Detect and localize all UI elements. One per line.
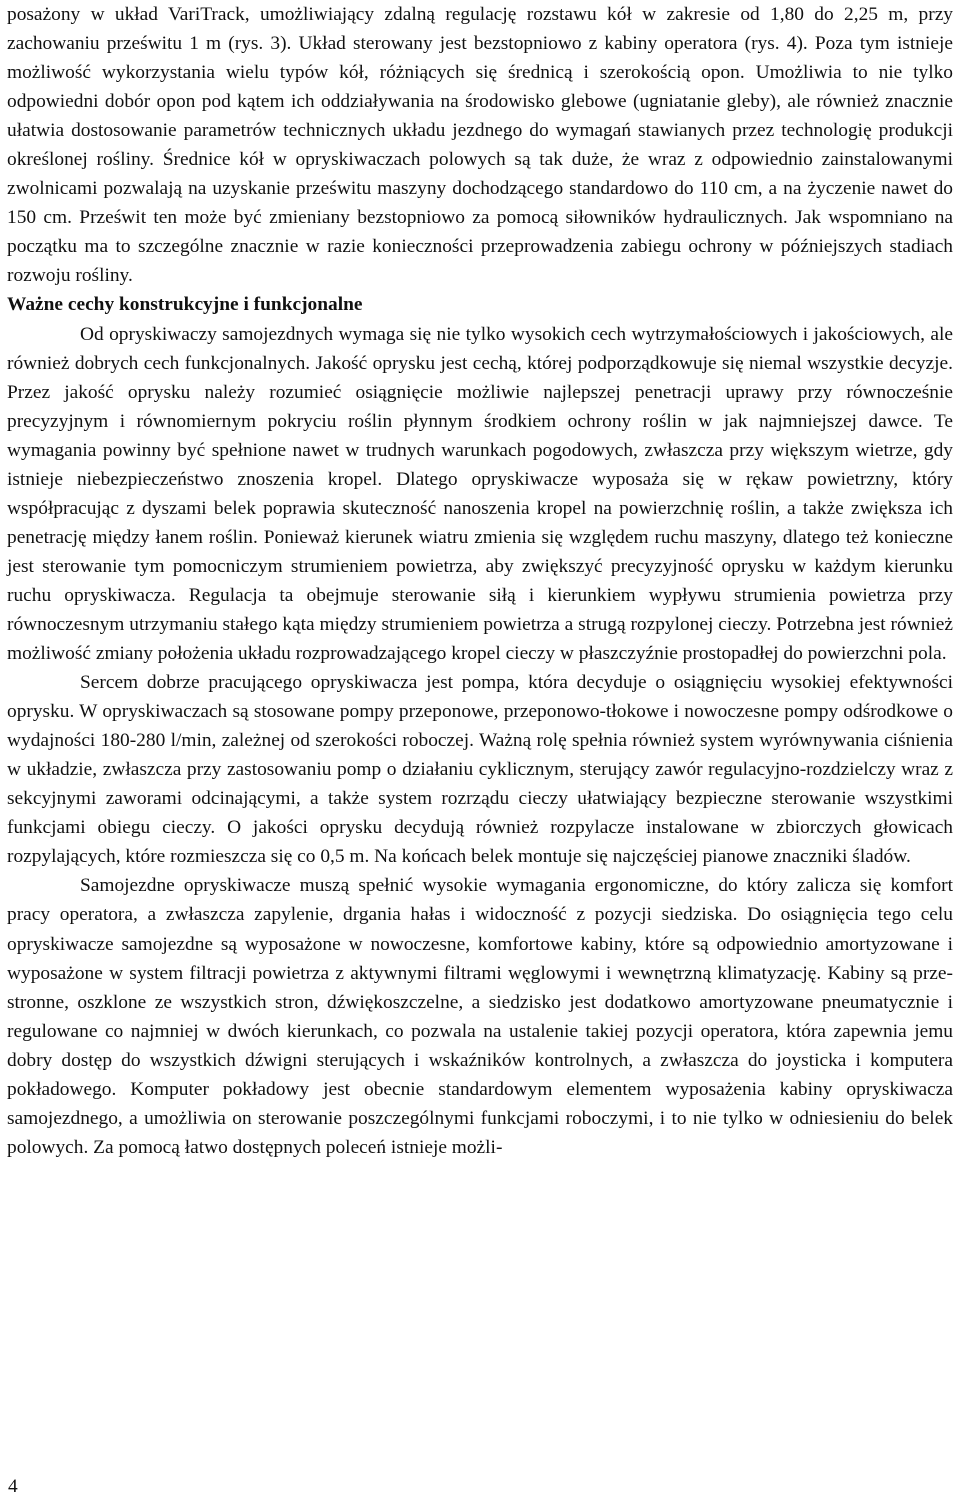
paragraph-intro: posażony w układ VariTrack, umożliwiający zdalną regulację rozstawu kół w zakresie od 1,80 do 2,25 m, przy zachowaniu prześwitu 1 m (rys. 3). Układ sterowany jest bezstopniowo z kabiny operatora (rys. 4). Poza tym istnieje możliwość wykorzystania wielu typów kół, różniących się średnicą i szerokością opon. Umożliwia to nie tylko odpowiedni dobór opon pod kątem ich oddziaływania na środowisko glebowe (ugniatanie gleby), ale również znacznie ułatwia dostosowanie parametrów technicznych układu jezdnego do wymagań stawianych przez technologię produkcji określonej rośliny. Średnice kół w opryskiwaczach polowych są tak duże, że wraz z odpowiednio zainstalowanymi zwolnicami pozwalają na uzyskanie prześwitu maszyny dochodzącego standardowo do 110 cm, a na życzenie nawet do 150 cm. Prześwit ten może być zmieniany bezstopniowo za pomocą siłowników hydraulicznych. Jak wspomniano na początku ma to szczególne znacznie w razie konieczności przeprowadzenia zabiegu ochrony w późniejszych stadiach rozwoju rośliny. [7, 4, 953, 287]
section-heading: Ważne cechy konstrukcyjne i funkcjonalne [7, 294, 363, 316]
paragraph-quality: Od opryskiwaczy samojezdnych wymaga się nie tylko wysokich cech wytrzymałościowych i jakościowych, ale również dobrych cech funkcjonalnych. Jakość oprysku jest cechą, której podporządkowuje się niemal wszystkie decyzje. Przez jakość oprysku należy rozumieć osiągnięcie możliwie najlepszej penetracji uprawy przy równocześnie precyzyjnym i równomiernym pokryciu roślin płynnym środkiem ochrony roślin w jak najmniejszej dawce. Te wymagania powinny być spełnione nawet w trudnych warunkach pogodowych, zwłaszcza przy większym wietrze, gdy istnieje niebezpieczeństwo znoszenia kropel. Dlatego opryskiwacze wyposaża się w rękaw powietrzny, który współpracując z dyszami belek poprawia skuteczność nanoszenia kropel na powierzchnię roślin, a także zwiększa ich penetrację między łanem roślin. Ponieważ kierunek wiatru zmienia się względem ruchu maszyny, dlatego też konieczne jest sterowanie tym pomocniczym strumieniem powietrza, aby zwiększyć precyzyjność oprysku w każdym kierunku ruchu opryskiwacza. Regulacja ta obejmuje sterowanie siłą i kierunkiem wypływu strumienia powietrza przy równoczesnym utrzymaniu stałego kąta między strumieniem powietrza a strugą rozpylonej cieczy. Potrzebna jest również możliwość zmiany położenia układu rozprowadzającego kropel cieczy w płaszczyźnie prostopadłej do powierzchni pola. [7, 323, 953, 665]
paragraph-pump: Sercem dobrze pracującego opryskiwacza jest pompa, która decyduje o osiągnięciu wysokiej efektywności oprysku. W opryskiwaczach są stosowane pompy przeponowe, przeponowo-tłokowe i nowoczesne pompy odśrodkowe o wydajności 180-280 l/min, zależnej od szerokości roboczej. Ważną rolę spełnia również system wyrównywania ciśnienia w układzie, zwłaszcza przy zastosowaniu pomp o działaniu cyklicznym, sterujący zawór regulacyjno-rozdzielczy wraz z sekcyjnymi zaworami odcinającymi, a także system rozrządu cieczy ułatwiający bezpieczne sterowanie wszystkimi funkcjami obiegu cieczy. O jakości oprysku decydują również rozpylacze instalowane w zbiorczych głowicach rozpylających, które rozmieszcza się co 0,5 m. Na końcach belek montuje się najczęściej pianowe znaczniki śladów. [7, 672, 953, 868]
paragraph-ergonomics: Samojezdne opryskiwacze muszą spełnić wysokie wymagania ergonomiczne, do który zalicza się komfort pracy operatora, a zwłaszcza zapylenie, drgania hałas i widoczność z pozycji siedziska. Do osiągnięcia tego celu opryskiwacze samojezdne są wyposażone w nowoczesne, komfortowe kabiny, które są odpowiednio amortyzowane i wyposażone w system filtracji powietrza z aktywnymi filtrami węglowymi i wewnętrzną klimatyzację. Kabiny są przestronne, oszklone ze wszystkich stron, dźwiękoszczelne, a siedzisko jest dodatkowo amortyzowane pneumatycznie i regulowane co najmniej w dwóch kierunkach, co pozwala na ustalenie takiej pozycji operatora, która zapewnia jemu dobry dostęp do wszystkich dźwigni sterujących i wskaźników kontrolnych, a zwłaszcza do joysticka i komputera pokładowego. Komputer pokładowy jest obecnie standardowym elementem wyposażenia kabiny opryskiwacza samojezdnego, a umożliwia on sterowanie poszczególnymi funkcjami roboczymi, i to nie tylko w odniesieniu do belek polowych. Za pomocą łatwo dostępnych poleceń istnieje możli- [7, 875, 953, 1158]
page-number: 4 [8, 1476, 18, 1497]
document-page [7, 0, 953, 1162]
